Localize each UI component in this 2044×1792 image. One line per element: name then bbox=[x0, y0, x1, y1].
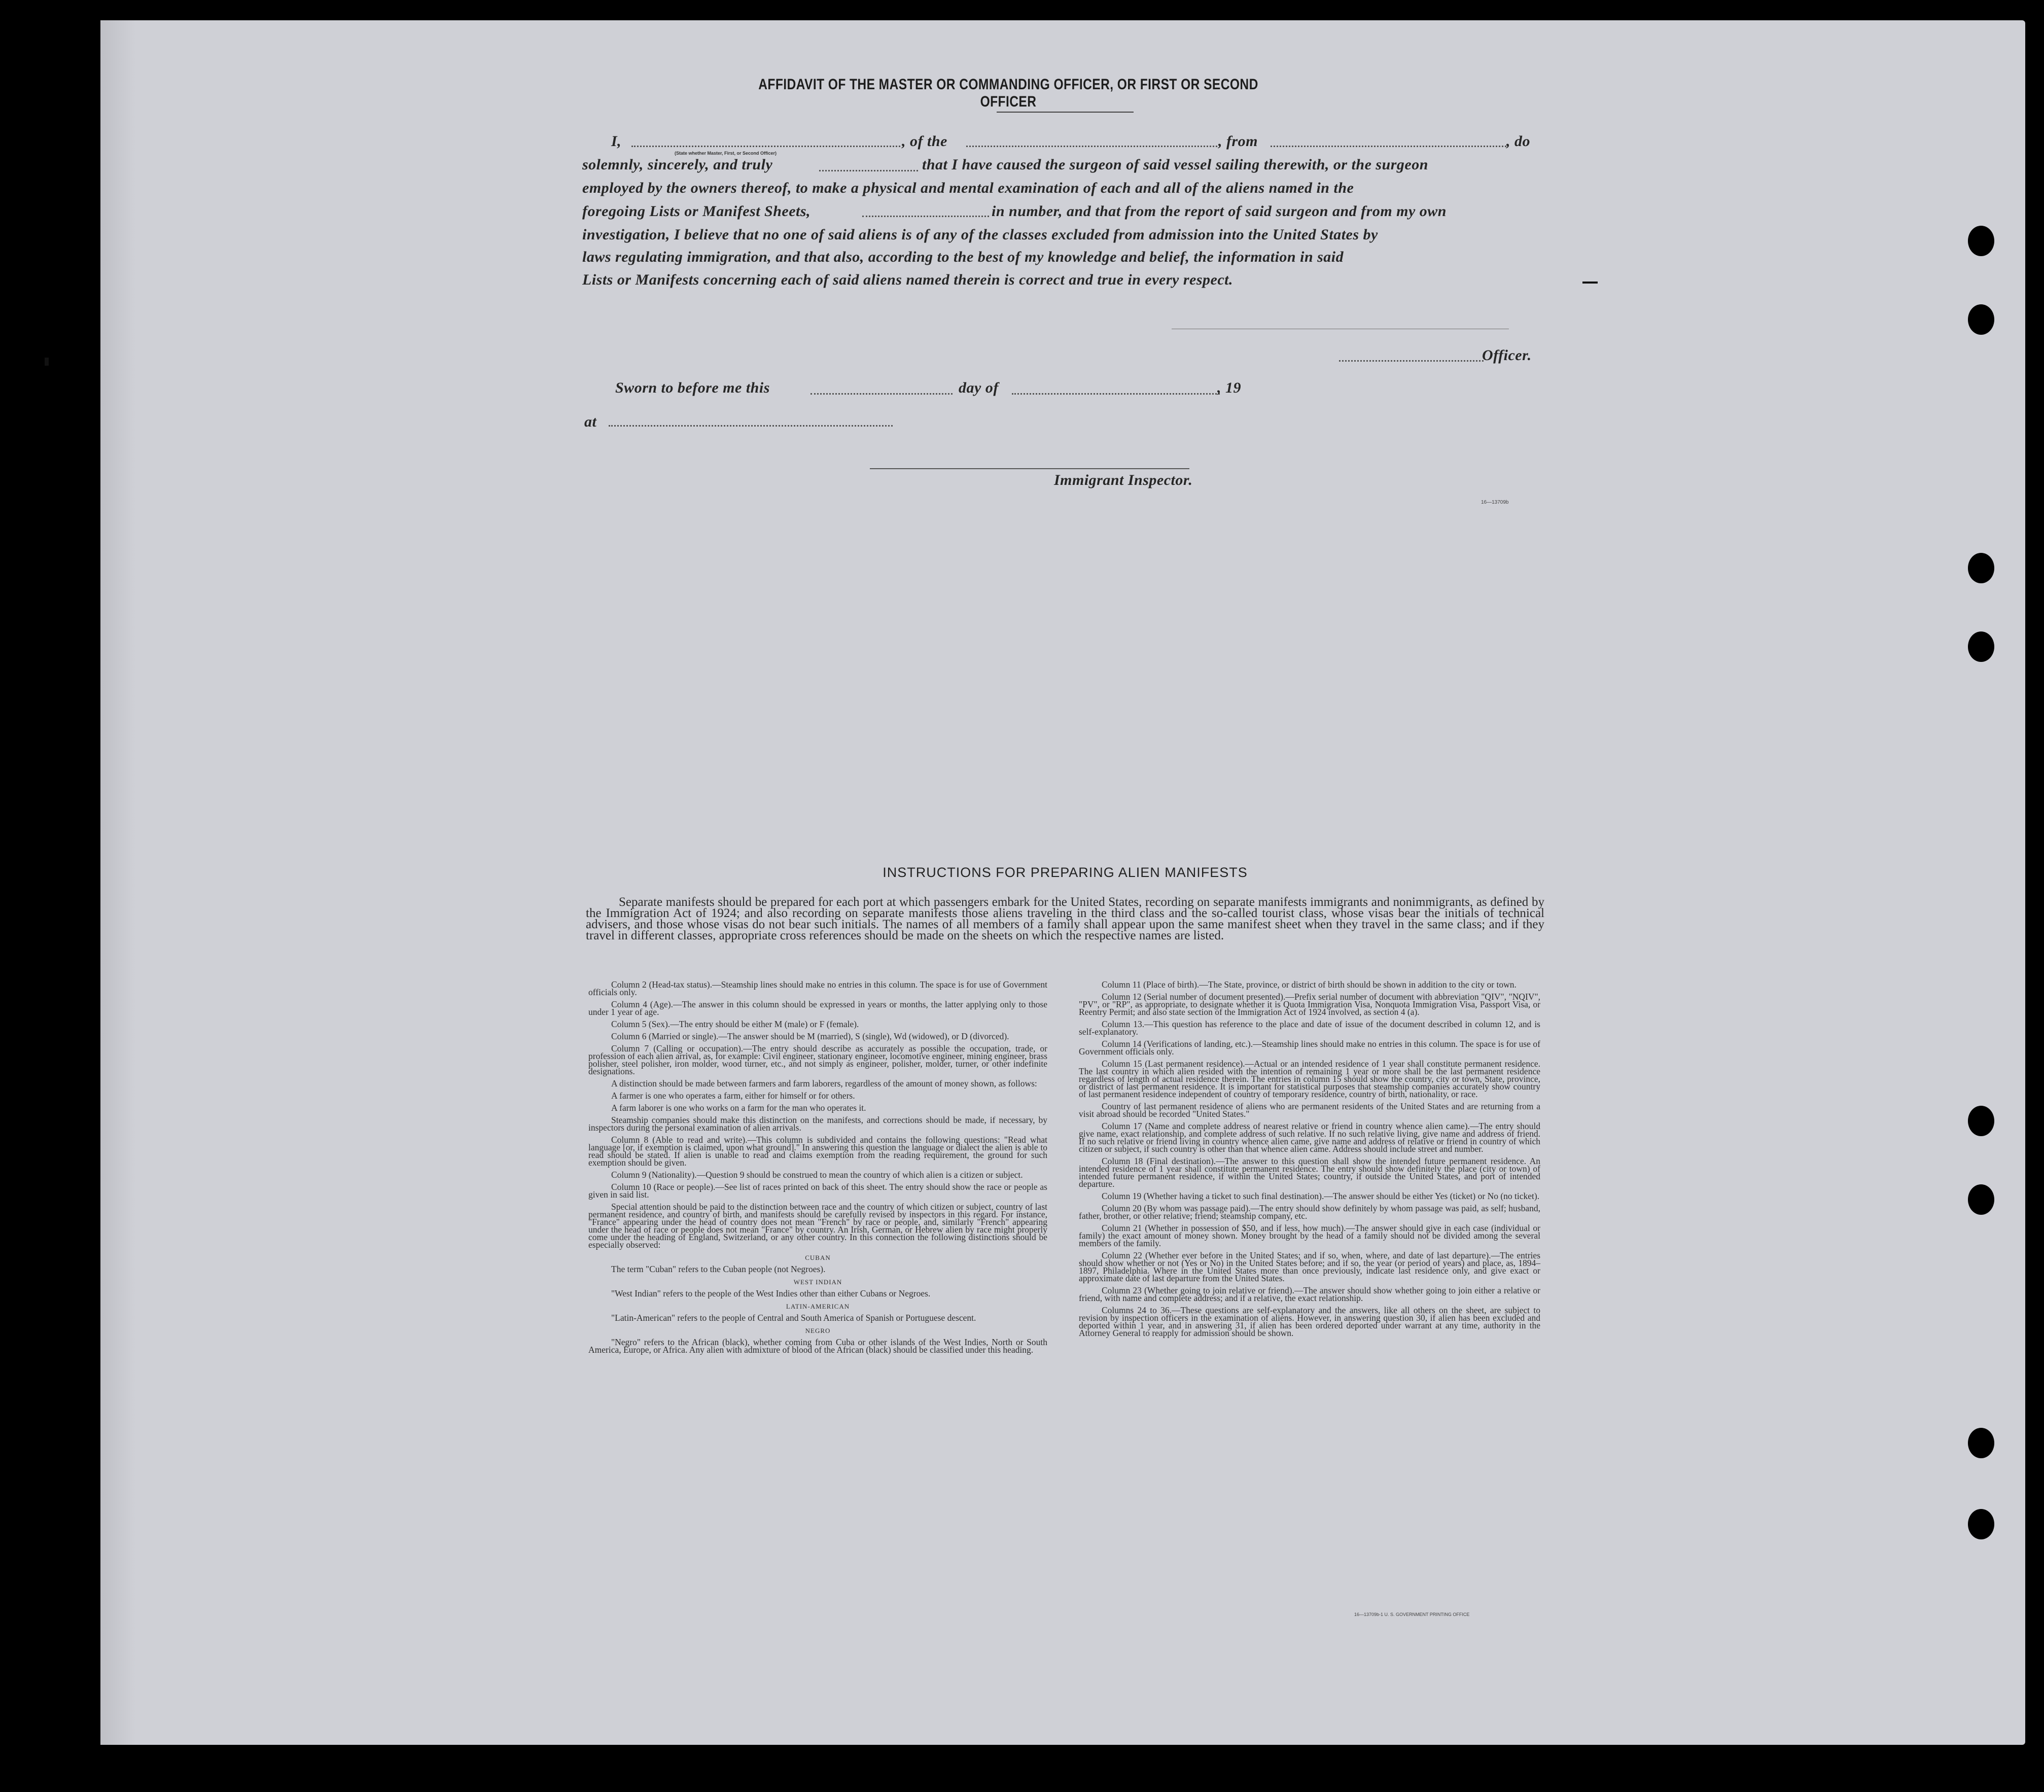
at-text: at bbox=[584, 413, 597, 430]
paragraph-text: —Steamship lines should make no entries in this column. The space is for use of Government officials only. bbox=[588, 979, 1048, 997]
instruction-paragraph bbox=[588, 1001, 1047, 1016]
instruction-paragraph bbox=[1079, 1205, 1540, 1220]
instructions-right-column bbox=[1079, 981, 1540, 1342]
paragraph-text: —This column is subdivided and contains the following questions: "Read what language [or, if exemption is claimed, upon what ground]." In answering this question the language or dialect the alien is able to read should be stated. If alien is unable to read and claims exemption from the reading requirement, the ground for such exemption should be given. bbox=[588, 1135, 1047, 1168]
ink-speck bbox=[1582, 282, 1598, 284]
paragraph-text: —The answer should show whether going to join either a relative or friend, with name and complete address; and if a relative, the exact relationship. bbox=[1079, 1285, 1540, 1303]
section-heading: LATIN-AMERICAN bbox=[786, 1303, 850, 1310]
paragraph-text: —The answer should give in each case (individual or family) the exact amount of money shown. Money brought by the head of a family should not be divided among the several members of the family. bbox=[1079, 1223, 1541, 1248]
paragraph-text: —The answer to this question shall show the intended future permanent residence. An intended residence of 1 year shall constitute permanent residence. The entry should show definitely the place (city or town) of intended future permanent residence, if within the United States; country, if outside the United States, and port of intended departure. bbox=[1079, 1156, 1541, 1189]
paragraph-heading: Column 23 (Whether going to join relative or friend). bbox=[1102, 1285, 1294, 1295]
paragraph-heading: Column 2 (Head-tax status). bbox=[611, 979, 713, 990]
instruction-paragraph bbox=[588, 1203, 1047, 1249]
instruction-paragraph bbox=[1079, 1060, 1540, 1098]
paragraph-text: —This question has reference to the place and date of issue of the document described in column 12, and is self-explanatory. bbox=[1079, 1019, 1540, 1037]
paragraph-text: —See list of races printed on back of this sheet. The entry should show the race or people as given in said list. bbox=[588, 1182, 1047, 1200]
paragraph-heading: Column 4 (Age). bbox=[611, 999, 673, 1009]
binder-hole bbox=[1968, 1428, 1994, 1458]
section-heading: CUBAN bbox=[805, 1254, 831, 1261]
paragraph-heading: Column 11 (Place of birth). bbox=[1102, 979, 1200, 990]
instruction-paragraph bbox=[588, 1021, 1047, 1028]
instruction-paragraph bbox=[588, 1033, 1047, 1040]
instructions-intro: Separate manifests should be prepared for each port at which passengers embark for the United States, recording on separate manifests immigrants and nonimmigrants, as defined by the Immigration Act of 1924; and also recording on separate manifests those aliens traveling in the third class and the so-called tourist class, whose visas bear the initials of technical advisers, and those whose visas do not bear such initials. The names of all members of a family shall appear upon the same manifest sheet when they travel in the same class; and if they travel in different classes, appropriate cross references should be made on the sheets on which the respective names are listed. bbox=[586, 895, 1544, 942]
paragraph-text: —The answer should be M (married), S (single), Wd (widowed), or D (divorced). bbox=[718, 1031, 1009, 1041]
paragraph-heading: Column 5 (Sex). bbox=[611, 1019, 671, 1029]
printing-office-code: 16—13709b-1 U. S. GOVERNMENT PRINTING OFFICE bbox=[1354, 1612, 1470, 1617]
paragraph-text: "Negro" refers to the African (black), whether coming from Cuba or other islands of the West Indies, North or South America, Europe, or Africa. Any alien with admixture of blood of the African (black) should be classified under this heading. bbox=[588, 1337, 1047, 1355]
paragraph-heading: Column 19 (Whether having a ticket to such final destination). bbox=[1102, 1191, 1324, 1201]
paragraph-text: "Latin-American" refers to the people of Central and South America of Spanish or Portuguese descent. bbox=[611, 1313, 976, 1323]
paragraph-text: Special attention should be paid to the distinction between race and the country of which citizen or subject, country of last permanent residence, and country of birth, and manifests should be carefully revised by inspectors in this regard. For instance, "France" appearing under the head of country does not mean "French" by race or people, and, similarly "French" appearing under the head of race or people does not mean "France" by country. An Irish, German, or Hebrew alien by race might properly come under the heading of England, Switzerland, or any other country. In this connection the following distinctions should be especially observed: bbox=[588, 1202, 1047, 1250]
paragraph-text: —The State, province, or district of birth should be shown in addition to the city or town. bbox=[1199, 979, 1517, 990]
affidavit-line-1 bbox=[611, 133, 621, 150]
instruction-paragraph bbox=[588, 1080, 1047, 1087]
instruction-paragraph bbox=[1079, 993, 1540, 1016]
section-heading: NEGRO bbox=[805, 1327, 831, 1334]
instruction-paragraph bbox=[588, 1183, 1047, 1199]
officer-label: Officer. bbox=[1482, 347, 1532, 364]
instruction-paragraph bbox=[588, 1136, 1047, 1167]
instructions-title: INSTRUCTIONS FOR PREPARING ALIEN MANIFESTS bbox=[883, 865, 1248, 880]
paragraph-text: —Question 9 should be construed to mean the country of which alien is a citizen or subject. bbox=[696, 1170, 1023, 1180]
instruction-paragraph bbox=[1079, 1122, 1540, 1153]
instruction-paragraph bbox=[588, 1171, 1047, 1179]
officer-signature-field[interactable] bbox=[1339, 360, 1484, 362]
paragraph-heading: Column 9 (Nationality). bbox=[611, 1170, 697, 1180]
do-text: , do bbox=[1506, 133, 1530, 150]
instruction-paragraph bbox=[588, 1290, 1047, 1297]
paragraph-text: —Actual or an intended residence of 1 year shall constitute permanent residence. The last country in which alien resided with the intention of remaining 1 year or more shall be the last permanent residence regardless of length of actual residence therein. The entries in column 15 should show the country, city or town, State, province, or district of last permanent residence. It is important for statistical purposes that steamship companies accurately show country of last permanent residence independent of country of temporary residence, country of birth, nationality, or race. bbox=[1079, 1059, 1540, 1099]
paragraph-heading: Column 13. bbox=[1102, 1019, 1145, 1029]
instruction-paragraph bbox=[588, 1314, 1047, 1322]
paragraph-heading: Column 21 (Whether in possession of $50, and if less, how much). bbox=[1102, 1223, 1346, 1233]
affidavit-title: AFFIDAVIT OF THE MASTER OR COMMANDING OFFICER, OR FIRST OR SECOND OFFICER bbox=[758, 76, 1258, 110]
instruction-paragraph bbox=[1079, 981, 1540, 989]
paragraph-heading: Column 18 (Final destination). bbox=[1102, 1156, 1216, 1166]
instruction-paragraph bbox=[588, 1266, 1047, 1273]
binder-hole bbox=[1968, 304, 1994, 335]
inspector-signature-line[interactable] bbox=[870, 468, 1189, 469]
of-the-text: , of the bbox=[902, 133, 947, 150]
binder-hole bbox=[1968, 226, 1994, 256]
binder-hole bbox=[1968, 1509, 1994, 1539]
paragraph-text: —Prefix serial number of document with abbreviation "QIV", "NQIV", "PV", or "RP", as appropriate, to designate whether it is Quota Immigration Visa, Nonquota Immigration Visa, Passport Visa, or Reentry Permit; and also state section of the Immigration Act of 1924 involved, as section 4 (a). bbox=[1079, 992, 1540, 1017]
officer-rank-hint: (State whether Master, First, or Second Officer) bbox=[675, 151, 777, 156]
paragraph-heading: Column 12 (Serial number of document presented). bbox=[1102, 992, 1286, 1002]
instruction-paragraph bbox=[1079, 1192, 1540, 1200]
instruction-paragraph bbox=[1079, 1040, 1540, 1056]
ink-speck bbox=[45, 358, 49, 366]
paragraph-heading: Column 10 (Race or people). bbox=[611, 1182, 716, 1192]
section-heading: WEST INDIAN bbox=[793, 1278, 842, 1286]
sworn-month-field[interactable] bbox=[1012, 393, 1220, 395]
instruction-paragraph bbox=[1079, 1021, 1540, 1036]
instruction-paragraph bbox=[1079, 1224, 1540, 1247]
paragraph-heading: Column 22 (Whether ever before in the United States; and if so, when, where, and date of last departure). bbox=[1102, 1250, 1491, 1260]
line3: employed by the owners thereof, to make a physical and mental examination of each and all of the aliens named in the bbox=[582, 180, 1354, 196]
paragraph-heading: Column 17 (Name and complete address of nearest relative or friend in country whence alien came). bbox=[1102, 1121, 1470, 1131]
paragraph-text: —The entry should describe as accurately as possible the occupation, trade, or profession of each alien arrival, as, for example: Civil engineer, stationary engineer, locomotive engineer, mining engineer, brass polisher, steel polisher, iron molder, wood turner, etc., and not simply as engineer, polisher, molder, turner, or other indefinite designations. bbox=[588, 1043, 1047, 1076]
paragraph-heading: Column 15 (Last permanent residence). bbox=[1102, 1059, 1245, 1069]
paragraph-text: "West Indian" refers to the people of the West Indies other than either Cubans or Negroes. bbox=[611, 1288, 931, 1298]
paragraph-text: A farmer is one who operates a farm, either for himself or for others. bbox=[611, 1091, 855, 1101]
title-underline bbox=[997, 112, 1134, 113]
paragraph-text: A farm laborer is one who works on a farm for the man who operates it. bbox=[611, 1103, 866, 1113]
paragraph-heading: Column 8 (Able to read and write). bbox=[611, 1135, 748, 1145]
instruction-paragraph bbox=[1079, 1252, 1540, 1282]
paragraph-text: Steamship companies should make this distinction on the manifests, and corrections should be made, if necessary, by inspectors during the personal examination of alien arrivals. bbox=[588, 1115, 1047, 1133]
instruction-paragraph bbox=[588, 1104, 1047, 1112]
paragraph-heading: Columns 24 to 36. bbox=[1102, 1305, 1172, 1315]
instruction-paragraph bbox=[588, 1045, 1047, 1075]
instruction-paragraph bbox=[1079, 1307, 1540, 1337]
day-of-text: day of bbox=[959, 379, 999, 396]
instruction-paragraph bbox=[588, 1116, 1047, 1132]
paragraph-text: A distinction should be made between farmers and farm laborers, regardless of the amount of money shown, as follows: bbox=[611, 1078, 1037, 1088]
instruction-paragraph bbox=[588, 1339, 1047, 1354]
paragraph-text: —These questions are self-explanatory and the answers, like all others on the sheet, are subject to revision by inspection officers in the examination of aliens. However, in answering question 30, if alien has been excluded and deported within 1 year, and in answering 31, if alien has been ordered deported under warrant at any time, authority in the Attorney General to reapply for admission should be shown. bbox=[1079, 1305, 1540, 1338]
binder-hole bbox=[1968, 1184, 1994, 1215]
instruction-paragraph bbox=[1079, 1287, 1540, 1302]
sworn-place-field[interactable] bbox=[609, 425, 893, 427]
paragraph-heading: Column 7 (Calling or occupation). bbox=[611, 1043, 744, 1053]
line2-a: solemnly, sincerely, and truly bbox=[582, 156, 773, 173]
binder-hole bbox=[1968, 553, 1994, 583]
line6: laws regulating immigration, and that also, according to the best of my knowledge and belief, the information in said bbox=[582, 249, 1344, 265]
instruction-paragraph bbox=[1079, 1103, 1540, 1118]
instruction-paragraph bbox=[588, 981, 1047, 996]
instructions-left-column bbox=[588, 981, 1047, 1358]
line7: Lists or Manifests concerning each of said aliens named therein is correct and true in every respect. bbox=[582, 271, 1233, 288]
oath-field[interactable] bbox=[819, 170, 918, 171]
paragraph-text: —The entry should be either M (male) or F (female). bbox=[670, 1019, 859, 1029]
paragraph-text: The term "Cuban" refers to the Cuban people (not Negroes). bbox=[611, 1264, 826, 1274]
paragraph-heading: Column 6 (Married or single). bbox=[611, 1031, 719, 1041]
officer-rank-field[interactable] bbox=[631, 146, 900, 147]
from-text: , from bbox=[1218, 133, 1258, 150]
line4-a: foregoing Lists or Manifest Sheets, bbox=[582, 203, 811, 220]
sheets-count-field[interactable] bbox=[862, 216, 989, 217]
binder-hole bbox=[1968, 1106, 1994, 1136]
paragraph-text: —The answer in this column should be expressed in years or months, the latter applying only to those under 1 year of age. bbox=[588, 999, 1047, 1017]
form-code: 16—13709b bbox=[1481, 500, 1509, 505]
i-text: I, bbox=[611, 133, 622, 150]
sworn-text: Sworn to before me this bbox=[615, 379, 770, 396]
paragraph-text: Country of last permanent residence of aliens who are permanent residents of the United States and are returning from a visit abroad should be recorded "United States." bbox=[1079, 1101, 1540, 1119]
instruction-paragraph bbox=[588, 1092, 1047, 1100]
paragraph-text: —The entry should show definitely by whom passage was paid, as self; husband, father, brother, or other relative; friend; steamship company, etc. bbox=[1079, 1203, 1540, 1221]
inspector-label: Immigrant Inspector. bbox=[1054, 472, 1193, 488]
line2-b: that I have caused the surgeon of said vessel sailing therewith, or the surgeon bbox=[922, 156, 1428, 173]
line5: investigation, I believe that no one of said aliens is of any of the classes excluded from admission into the United States by bbox=[582, 226, 1378, 243]
paragraph-heading: Column 14 (Verifications of landing, etc.). bbox=[1102, 1039, 1253, 1049]
year-text: , 19 bbox=[1217, 379, 1241, 396]
paragraph-text: —The answer should be either Yes (ticket) or No (no ticket). bbox=[1324, 1191, 1540, 1201]
paragraph-text: —The entry should give name, exact relationship, and complete address of such relative. If no such relative living, give name and address of friend. If no such relative or friend living in country whence alien came, give name and address of relative or friend in country of which citizen or subject, if such country is other than that whence alien came. Address should include street and number. bbox=[1079, 1121, 1540, 1154]
binder-hole bbox=[1968, 631, 1994, 662]
line4-b: in number, and that from the report of said surgeon and from my own bbox=[992, 203, 1447, 220]
sworn-day-field[interactable] bbox=[810, 393, 953, 395]
paragraph-text: —The entries should show whether or not (Yes or No) in the United States before; and if so, the year (or period of years) and place, as, 1894–1897, Philadelphia. Where in the United States more than once previously, indicate last residence only, and give exact or approximate date of last departure from the United States. bbox=[1079, 1250, 1541, 1283]
paragraph-heading: Column 20 (By whom was passage paid). bbox=[1102, 1203, 1251, 1213]
paper-edge-shadow bbox=[100, 20, 136, 1745]
instruction-paragraph bbox=[1079, 1157, 1540, 1188]
port-field[interactable] bbox=[1271, 146, 1506, 147]
vessel-field[interactable] bbox=[966, 146, 1217, 147]
paragraph-text: —Steamship lines should make no entries in this column. The space is for use of Government officials only. bbox=[1079, 1039, 1540, 1057]
